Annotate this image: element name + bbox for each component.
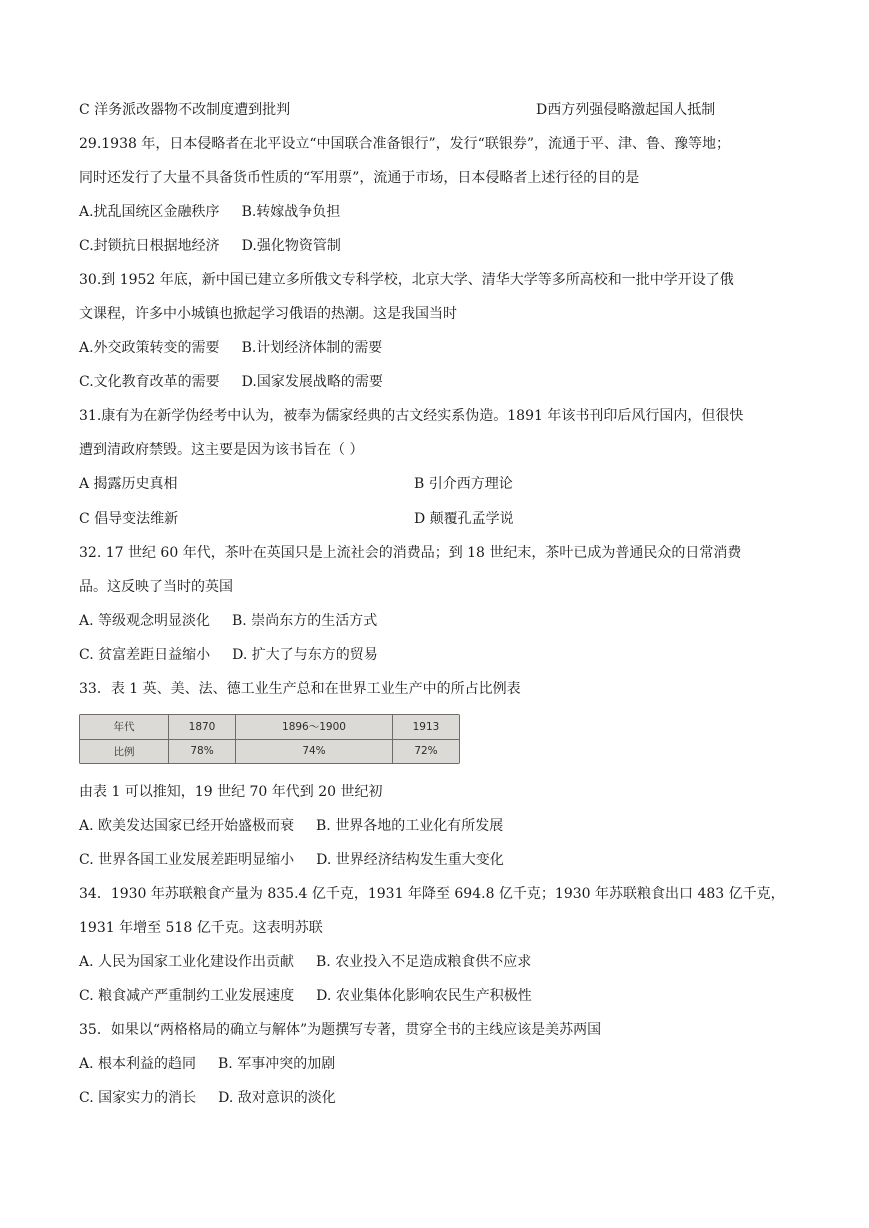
q35-options-ab [79, 1054, 335, 1074]
q33-table-image [79, 714, 460, 764]
q31-option-a: A 揭露历史真相 [79, 476, 178, 492]
table-cell-ratio: 72% [392, 739, 459, 764]
table-row [80, 739, 460, 764]
q31-stem-line1: 31.康有为在新学伪经考中认为，被奉为儒家经典的古文经实系伪造。1891 年该书刊印后风行国内，但很快 [79, 408, 744, 424]
q34-option-c: C. 粮食减产严重制约工业发展速度 [79, 988, 295, 1004]
q34-option-b: B. 农业投入不足造成粮食供不应求 [316, 954, 532, 970]
q35-option-d: D. 敌对意识的淡化 [218, 1090, 336, 1106]
table-cell-year: 1870 [169, 715, 236, 740]
q35-options-cd [79, 1088, 336, 1108]
q30-option-b: B.计划经济体制的需要 [241, 340, 383, 356]
q32-options-cd [79, 645, 378, 665]
q35-stem-line1: 35．如果以“两格格局的确立与解体”为题撰写专著，贯穿全书的主线应该是美苏两国 [79, 1022, 602, 1038]
q29-option-c: C.封锁抗日根据地经济 [79, 238, 220, 254]
q32-option-a: A. 等级观念明显淡化 [79, 613, 211, 629]
q33-option-c: C. 世界各国工业发展差距明显缩小 [79, 852, 295, 868]
q32-option-d: D. 扩大了与东方的贸易 [232, 647, 378, 663]
q34-options-cd [79, 986, 532, 1006]
q29-option-d: D.强化物资管制 [241, 238, 341, 254]
q30-options-cd [79, 372, 383, 392]
q31-stem-line2: 遭到清政府禁毁。这主要是因为该书旨在（ ） [79, 442, 364, 458]
q29-options-ab [79, 202, 340, 222]
q29-option-b: B.转嫁战争负担 [241, 204, 341, 220]
q30-stem-line1: 30.到 1952 年底，新中国已建立多所俄文专科学校，北京大学、清华大学等多所高校和一批中学开设了俄 [79, 272, 734, 288]
q34-option-d: D. 农业集体化影响农民生产积极性 [316, 988, 532, 1004]
q33-option-a: A. 欧美发达国家已经开始盛极而衰 [79, 818, 295, 834]
q34-stem-line1: 34．1930 年苏联粮食产量为 835.4 亿千克，1931 年降至 694.8 亿千克；1930 年苏联粮食出口 483 亿千克， [79, 886, 785, 902]
q32-stem-line1: 32. 17 世纪 60 年代，茶叶在英国只是上流社会的消费品；到 18 世纪末，茶叶已成为普通民众的日常消费 [79, 545, 742, 561]
q33-stem-line2: 由表 1 可以推知，19 世纪 70 年代到 20 世纪初 [79, 784, 383, 800]
q33-table [79, 714, 460, 764]
q30-option-a: A.外交政策转变的需要 [79, 340, 220, 356]
q30-options-ab [79, 338, 382, 358]
table-cell-ratio: 78% [169, 739, 236, 764]
q35-option-a: A. 根本利益的趋同 [79, 1056, 197, 1072]
q31-option-c: C 倡导变法维新 [79, 511, 179, 527]
q29-stem-line2: 同时还发行了大量不具备货币性质的“军用票”，流通于市场，日本侵略者上述行径的目的是 [79, 170, 640, 186]
q35-option-c: C. 国家实力的消长 [79, 1090, 197, 1106]
q30-option-c: C.文化教育改革的需要 [79, 374, 220, 390]
table-row-label: 比例 [80, 739, 169, 764]
table-cell-year: 1913 [392, 715, 459, 740]
q33-option-d: D. 世界经济结构发生重大变化 [316, 852, 504, 868]
q32-options-ab [79, 611, 377, 631]
q34-option-a: A. 人民为国家工业化建设作出贡献 [79, 954, 295, 970]
q30-stem-line2: 文课程，许多中小城镇也掀起学习俄语的热潮。这是我国当时 [79, 306, 457, 322]
q31-option-d: D 颠覆孔孟学说 [414, 511, 514, 527]
q31-option-b: B 引介西方理论 [414, 476, 513, 492]
table-cell-year: 1896～1900 [236, 715, 393, 740]
q29-options-cd [79, 236, 341, 256]
q32-option-c: C. 贫富差距日益缩小 [79, 647, 211, 663]
q33-stem-line1: 33．表 1 英、美、法、德工业生产总和在世界工业生产中的所占比例表 [79, 681, 521, 697]
q28-option-d: D西方列强侵略激起国人抵制 [536, 102, 716, 118]
q32-stem-line2: 品。这反映了当时的英国 [79, 579, 233, 595]
q35-option-b: B. 军事冲突的加剧 [218, 1056, 336, 1072]
q29-stem-line1: 29.1938 年，日本侵略者在北平设立“中国联合准备银行”，发行“联银券”，流通于平、津、鲁、豫等地； [79, 136, 730, 152]
q32-option-b: B. 崇尚东方的生活方式 [232, 613, 378, 629]
table-header-label: 年代 [80, 715, 169, 740]
table-cell-ratio: 74% [236, 739, 393, 764]
q33-options-cd [79, 850, 504, 870]
table-row [80, 715, 460, 740]
q33-option-b: B. 世界各地的工业化有所发展 [316, 818, 504, 834]
q28-option-c: C 洋务派改器物不改制度遭到批判 [79, 102, 291, 118]
q34-options-ab [79, 952, 531, 972]
q33-options-ab [79, 816, 503, 836]
q30-option-d: D.国家发展战略的需要 [241, 374, 383, 390]
q34-stem-line2: 1931 年增至 518 亿千克。这表明苏联 [79, 920, 323, 936]
q29-option-a: A.扰乱国统区金融秩序 [79, 204, 220, 220]
